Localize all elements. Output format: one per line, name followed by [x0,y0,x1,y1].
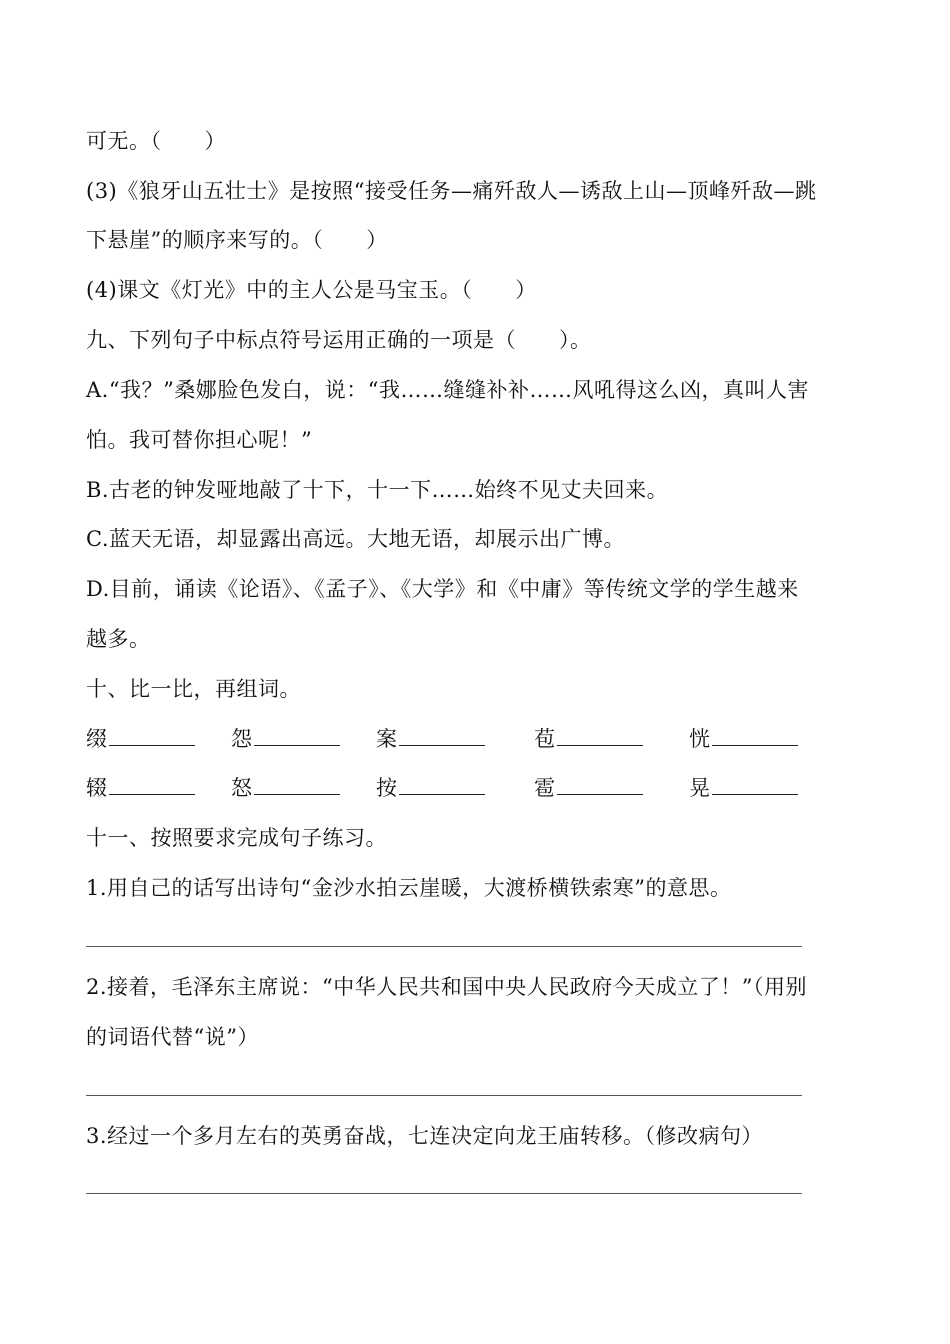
question-2: 2.接着，毛泽东主席说：“中华人民共和国中央人民政府今天成立了！”（用别 [86,975,808,999]
option-c: C.蓝天无语，却显露出高远。大地无语，却展示出广博。 [86,527,625,551]
text-line: 可无。（ ） [86,129,226,153]
answer-blank[interactable] [254,774,340,795]
character: 辍 [86,776,107,800]
option-a: A.“我？”桑娜脸色发白，说：“我……缝缝补补……风吼得这么凶，真叫人害 [86,378,810,402]
answer-line[interactable] [86,946,802,947]
character: 苞 [534,727,555,751]
answer-blank[interactable] [109,725,195,746]
text-line: (3)《狼牙山五壮士》是按照“接受任务—痛歼敌人—诱敌上山—顶峰歼敌—跳 [86,179,817,203]
answer-blank[interactable] [399,725,485,746]
character: 晃 [689,776,710,800]
answer-blank[interactable] [109,774,195,795]
question-eleven-heading: 十一、按照要求完成句子练习。 [86,826,387,850]
character: 雹 [534,776,555,800]
character: 按 [376,776,397,800]
character: 怨 [231,727,252,751]
text-line: 下悬崖”的顺序来写的。（ ） [86,228,388,252]
text-line: (4)课文《灯光》中的主人公是马宝玉。（ ） [86,278,537,302]
answer-blank[interactable] [557,725,643,746]
option-a-cont: 怕。我可替你担心呢！” [86,428,313,452]
option-d-cont: 越多。 [86,627,151,651]
question-ten-heading: 十、比一比，再组词。 [86,677,301,701]
answer-blank[interactable] [557,774,643,795]
answer-blank[interactable] [254,725,340,746]
character: 怒 [231,776,252,800]
character: 缀 [86,727,107,751]
option-d: D.目前，诵读《论语》、《孟子》、《大学》和《中庸》等传统文学的学生越来 [86,577,799,601]
character: 案 [376,727,397,751]
question-nine-heading: 九、下列句子中标点符号运用正确的一项是（ ）。 [86,328,592,352]
character: 恍 [689,727,710,751]
question-3: 3.经过一个多月左右的英勇奋战，七连决定向龙王庙转移。（修改病句） [86,1124,764,1148]
answer-line[interactable] [86,1095,802,1096]
question-2-cont: 的词语代替“说”） [86,1025,259,1049]
answer-blank[interactable] [712,725,798,746]
answer-blank[interactable] [712,774,798,795]
answer-line[interactable] [86,1193,802,1194]
answer-blank[interactable] [399,774,485,795]
option-b: B.古老的钟发哑地敲了十下，十一下……始终不见丈夫回来。 [86,478,669,502]
question-1: 1.用自己的话写出诗句“金沙水拍云崖暖，大渡桥横铁索寒”的意思。 [86,876,732,900]
